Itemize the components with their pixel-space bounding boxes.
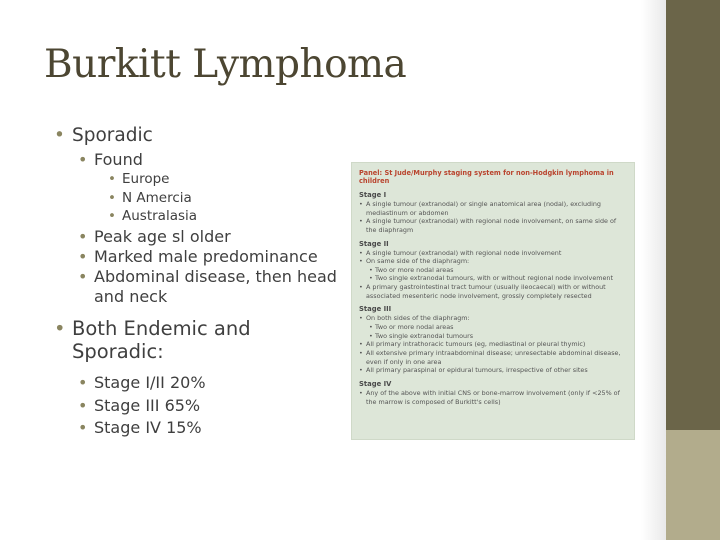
bullet-stage-3: • Stage III 65% [48, 396, 348, 415]
stage-3-item: • All extensive primary intraabdominal disease; unresectable abdominal disease, even if only in one area [359, 349, 627, 366]
panel-title: Panel: St Jude/Murphy staging system for non-Hodgkin lymphoma in children [359, 169, 614, 185]
slide-title: Burkitt Lymphoma [44, 42, 407, 87]
bullet-list [48, 122, 348, 437]
stage-4-item: • Any of the above with initial CNS or bone-marrow involvement (only if <25% of the marrow is composed of Burkitt's cells) [359, 389, 627, 406]
stage-3-item: • All primary intrathoracic tumours (eg, mediastinal or pleural thymic) [359, 340, 627, 349]
bullet-stage-4: • Stage IV 15% [48, 418, 348, 437]
bullet-europe: • Europe [48, 171, 348, 187]
stage-2-item: • On same side of the diaphragm: [359, 257, 627, 266]
bullet-abdominal: • Abdominal disease, then head and neck [48, 267, 348, 305]
staging-panel [351, 162, 635, 440]
decorative-sidebar-light [666, 430, 720, 540]
bullet-stage-1-2: • Stage I/II 20% [48, 373, 348, 392]
stage-1-block [359, 191, 627, 235]
stage-3-item: • On both sides of the diaphragm: [359, 314, 627, 323]
bullet-both: • Both Endemic and Sporadic: [48, 317, 282, 364]
stage-3-heading: Stage III [359, 305, 392, 314]
decorative-sidebar-dark [666, 0, 720, 430]
stage-3-item: • All primary paraspinal or epidural tumours, irrespective of other sites [359, 366, 627, 375]
stage-4-block [359, 380, 627, 406]
bullet-n-amercia: • N Amercia [48, 190, 348, 206]
stage-1-heading: Stage I [359, 191, 387, 199]
stage-1-item: • A single tumour (extranodal) with regional node involvement, on same side of the diaphragm [359, 217, 627, 234]
stage-2-item: • A single tumour (extranodal) with regional node involvement [359, 249, 627, 258]
stage-2-block [359, 240, 627, 301]
stage-2-subitem: • Two or more nodal areas [359, 266, 627, 275]
bullet-marked-male: • Marked male predominance [48, 247, 348, 266]
stage-2-subitem: • Two single extranodal tumours, with or without regional node involvement [359, 274, 627, 283]
stage-3-block [359, 305, 627, 374]
stage-1-item: • A single tumour (extranodal) or single anatomical area (nodal), excluding mediastinum or abdomen [359, 200, 627, 217]
stage-3-subitem: • Two or more nodal areas [359, 323, 627, 332]
stage-4-heading: Stage IV [359, 379, 392, 388]
bullet-peak-age: • Peak age sl older [48, 227, 348, 246]
bullet-australasia: • Australasia [48, 208, 348, 224]
slide-shadow-strip [641, 0, 666, 540]
bullet-sporadic: • Sporadic [48, 125, 348, 147]
bullet-found: • Found [48, 150, 348, 169]
stage-2-heading: Stage II [359, 239, 389, 248]
stage-3-subitem: • Two single extranodal tumours [359, 332, 627, 341]
stage-2-item: • A primary gastrointestinal tract tumour (usually ileocaecal) with or without associated mesenteric node involvement, grossly completely resected [359, 283, 627, 300]
